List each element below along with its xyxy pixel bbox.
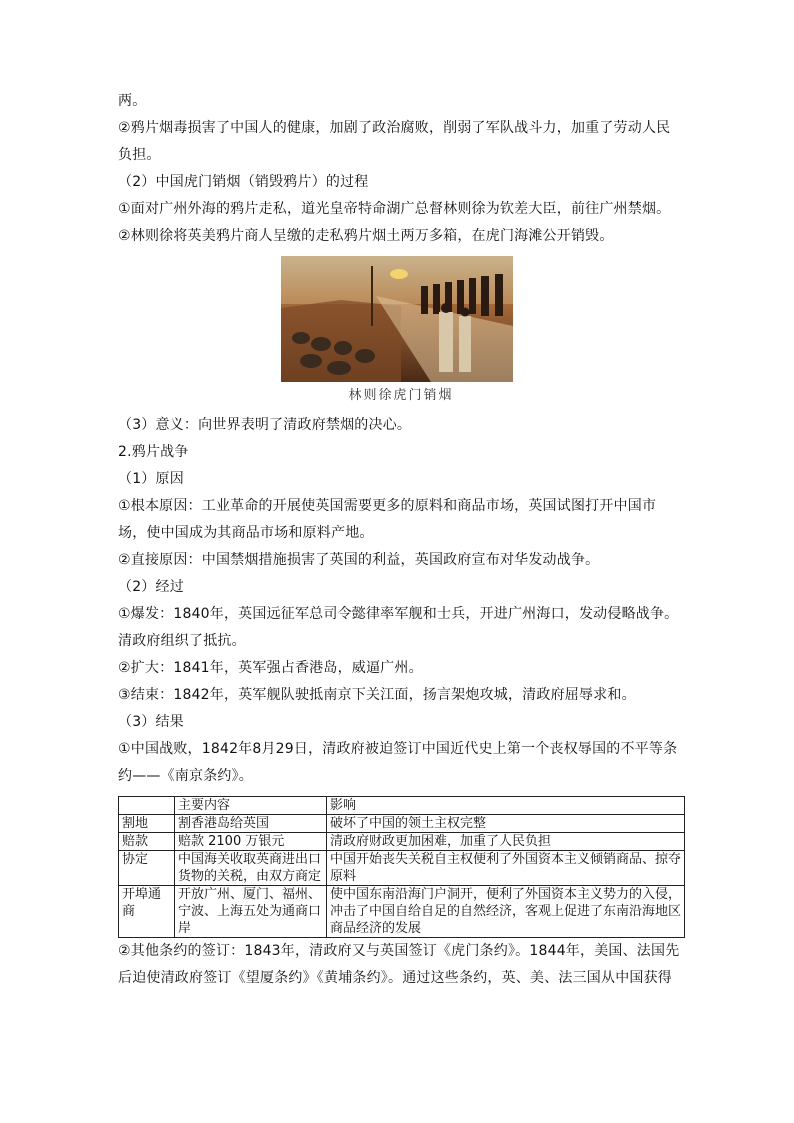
document-page bbox=[118, 88, 684, 992]
paragraph: ①根本原因：工业革命的开展使英国需要更多的原料和商品市场，英国试图打开中国市场，使中国成为其商品市场和原料产地。 bbox=[118, 498, 657, 541]
paragraph: ①爆发：1840年，英国远征军总司令懿律率军舰和士兵，开进广州海口，发动侵略战争。清政府组织了抵抗。 bbox=[118, 606, 679, 649]
figure-caption: 林则徐虎门销烟 bbox=[348, 388, 454, 403]
paragraph: ②其他条约的签订：1843年，清政府又与英国签订《虎门条约》。1844年，美国、法国先后迫使清政府签订《望厦条约》《黄埔条约》。通过这些条约，英、美、法三国从中国获得 bbox=[118, 943, 680, 986]
paragraph: ①面对广州外海的鸦片走私，道光皇帝特命湖广总督林则徐为钦差大臣，前往广州禁烟。 bbox=[118, 201, 671, 217]
section-heading: 2.鸦片战争 bbox=[118, 444, 189, 460]
table-row bbox=[119, 886, 685, 938]
treaty-table bbox=[118, 796, 685, 938]
paragraph: ③结束：1842年，英军舰队驶抵南京下关江面，扬言架炮攻城，清政府屈辱求和。 bbox=[118, 687, 636, 703]
table-cell: 协定 bbox=[119, 851, 175, 886]
table-cell: 清政府财政更加困难，加重了人民负担 bbox=[327, 833, 685, 851]
table-header-row bbox=[119, 797, 685, 815]
table-cell: 割香港岛给英国 bbox=[175, 815, 327, 833]
paragraph: ②直接原因：中国禁烟措施损害了英国的利益，英国政府宣布对华发动战争。 bbox=[118, 552, 600, 568]
table-cell: 割地 bbox=[119, 815, 175, 833]
table-cell: 使中国东南沿海门户洞开，便利了外国资本主义势力的入侵，冲击了中国自给自足的自然经济，客观上促进了东南沿海地区商品经济的发展 bbox=[327, 886, 685, 938]
table-cell: 中国开始丧失关税自主权便利了外国资本主义倾销商品、掠夺原料 bbox=[327, 851, 685, 886]
table-cell: 开埠通商 bbox=[119, 886, 175, 938]
subsection-heading: （2）经过 bbox=[118, 579, 184, 595]
paragraph: ②林则徐将英美鸦片商人呈缴的走私鸦片烟土两万多箱，在虎门海滩公开销毁。 bbox=[118, 228, 614, 244]
table-cell: 开放广州、厦门、福州、宁波、上海五处为通商口岸 bbox=[175, 886, 327, 938]
paragraph: （3）意义：向世界表明了清政府禁烟的决心。 bbox=[118, 417, 412, 433]
table-header-cell: 影响 bbox=[327, 797, 685, 815]
section-heading: （2）中国虎门销烟（销毁鸦片）的过程 bbox=[118, 174, 369, 190]
table-row bbox=[119, 851, 685, 886]
scene-illustration bbox=[281, 256, 513, 382]
paragraph: 两。 bbox=[118, 93, 147, 109]
table-row bbox=[119, 815, 685, 833]
subsection-heading: （3）结果 bbox=[118, 714, 184, 730]
table-cell: 赔款 bbox=[119, 833, 175, 851]
paragraph: ①中国战败，1842年8月29日，清政府被迫签订中国近代史上第一个丧权辱国的不平等条约——《南京条约》。 bbox=[118, 741, 678, 784]
table-header-cell bbox=[119, 797, 175, 815]
paragraph: ②扩大：1841年，英军强占香港岛，威逼广州。 bbox=[118, 660, 423, 676]
subsection-heading: （1）原因 bbox=[118, 471, 184, 487]
table-row bbox=[119, 833, 685, 851]
table-header-cell: 主要内容 bbox=[175, 797, 327, 815]
table-cell: 赔款 2100 万银元 bbox=[175, 833, 327, 851]
table-cell: 破坏了中国的领土主权完整 bbox=[327, 815, 685, 833]
table-cell: 中国海关收取英商进出口货物的关税，由双方商定 bbox=[175, 851, 327, 886]
humen-opium-destruction-image bbox=[281, 256, 513, 382]
paragraph: ②鸦片烟毒损害了中国人的健康，加剧了政治腐败，削弱了军队战斗力，加重了劳动人民负担。 bbox=[118, 120, 671, 163]
